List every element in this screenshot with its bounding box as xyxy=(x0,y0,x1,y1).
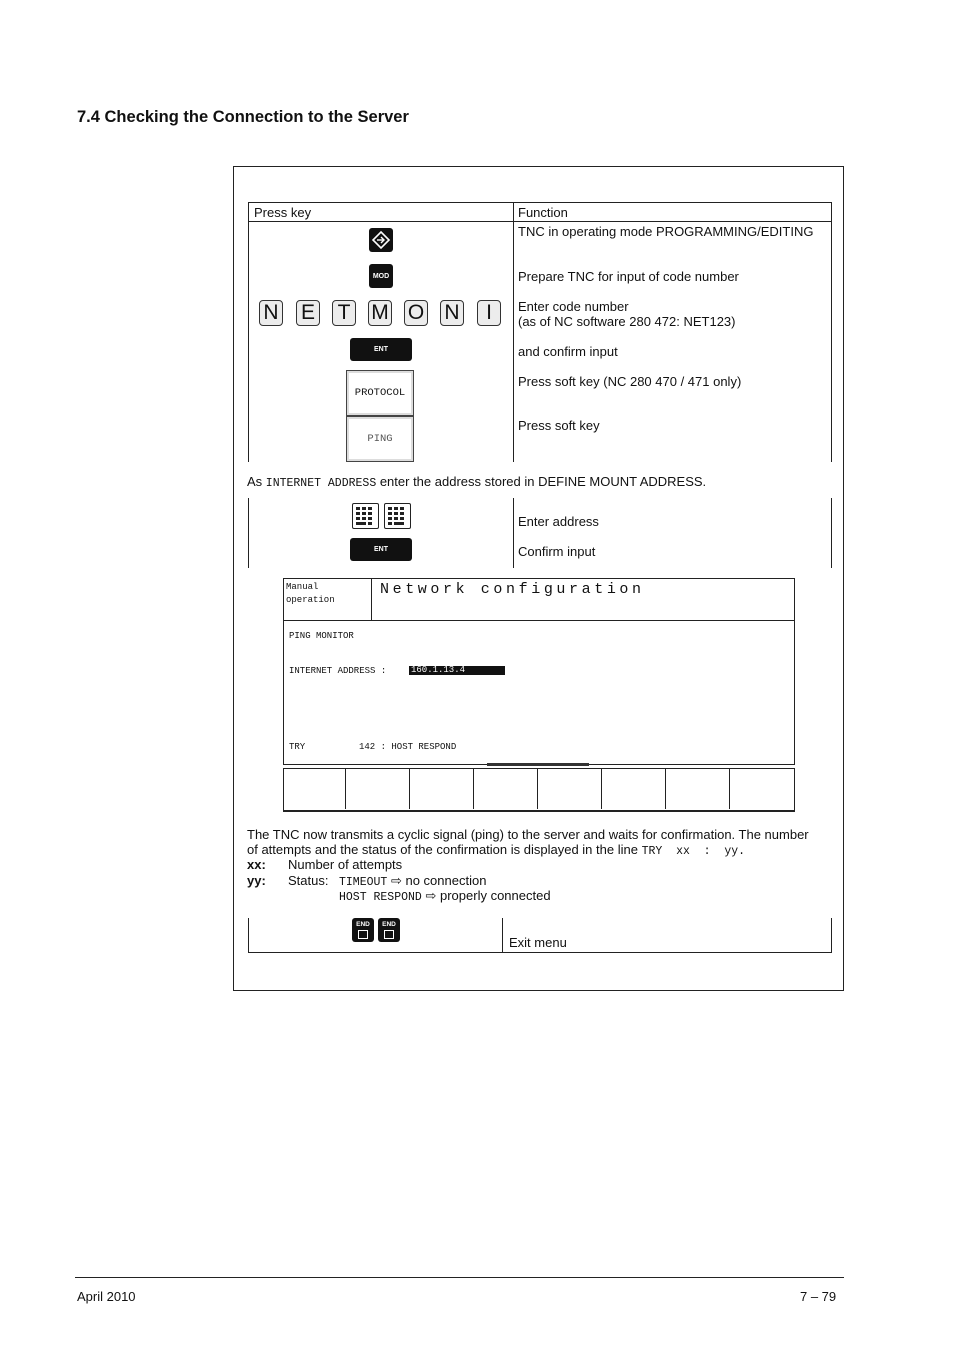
letter-key-o: O xyxy=(404,300,428,326)
table-top-border xyxy=(248,202,832,203)
section-title: 7.4 Checking the Connection to the Server xyxy=(77,108,409,126)
function-confirm-input: and confirm input xyxy=(518,344,618,359)
screen-try-label: TRY xyxy=(289,742,306,752)
function-programming-mode: TNC in operating mode PROGRAMMING/EDITING xyxy=(518,224,814,239)
function-press-protocol: Press soft key (NC 280 470 / 471 only) xyxy=(518,374,742,389)
table3-left-border xyxy=(248,918,249,952)
function-confirm-address: Confirm input xyxy=(518,544,596,559)
yy-term: yy: xyxy=(247,873,266,888)
screen-scroll-indicator xyxy=(487,763,589,766)
screen-mode-divider xyxy=(371,578,372,620)
numeric-keypad-icon-2 xyxy=(384,503,411,529)
footer-page-number: 7 – 79 xyxy=(800,1289,837,1304)
screen-mode-line2: operation xyxy=(286,595,335,605)
function-prepare-code: Prepare TNC for input of code number xyxy=(518,269,739,284)
status-timeout: TIMEOUT ⇨ no connection xyxy=(339,873,487,889)
table-column-divider xyxy=(513,202,514,462)
footer-rule xyxy=(75,1277,844,1278)
xx-term: xx: xyxy=(247,857,266,872)
header-press-key: Press key xyxy=(254,205,312,220)
softkey-slot-4 xyxy=(474,769,538,809)
letter-key-i: I xyxy=(477,300,501,326)
screen-address-label: INTERNET ADDRESS : xyxy=(289,666,387,676)
screen-address-value: 160.1.13.4 xyxy=(409,666,505,675)
letter-key-m: M xyxy=(368,300,392,326)
numeric-keypad-icon xyxy=(352,503,379,529)
table2-right-border xyxy=(831,498,832,568)
header-function: Function xyxy=(518,205,568,220)
table-header-border xyxy=(248,221,832,222)
status-host-respond: HOST RESPOND ⇨ properly connected xyxy=(339,888,551,904)
footer-date: April 2010 xyxy=(77,1289,136,1304)
xx-description: Number of attempts xyxy=(288,857,403,872)
function-exit-menu: Exit menu xyxy=(509,935,567,950)
end-key-2: END xyxy=(378,918,400,942)
end-square-icon xyxy=(358,930,368,939)
function-press-ping: Press soft key xyxy=(518,418,600,433)
table3-bottom-border xyxy=(248,952,832,953)
mod-key: MOD xyxy=(369,264,393,288)
table-left-border xyxy=(248,202,249,462)
letter-key-n2: N xyxy=(440,300,464,326)
letter-key-e: E xyxy=(296,300,320,326)
arrow-right-icon: ⇨ xyxy=(390,873,402,888)
softkey-slot-2 xyxy=(346,769,410,809)
ent-key: ENT xyxy=(350,338,412,361)
programming-mode-key xyxy=(369,228,393,252)
function-enter-code-note: (as of NC software 280 472: NET123) xyxy=(518,314,736,329)
ent-key-2: ENT xyxy=(350,538,412,561)
arrow-right-icon-2: ⇨ xyxy=(425,888,437,903)
softkey-slot-6 xyxy=(602,769,666,809)
ping-softkey: PING xyxy=(346,416,414,462)
protocol-softkey: PROTOCOL xyxy=(346,370,414,416)
table2-left-border xyxy=(248,498,249,568)
screen-ping-monitor: PING MONITOR xyxy=(289,631,354,641)
table-right-border xyxy=(831,202,832,462)
table3-column-divider xyxy=(502,918,503,952)
yy-status-label: Status: xyxy=(288,873,329,888)
softkey-slot-7 xyxy=(666,769,730,809)
softkey-slot-5 xyxy=(538,769,602,809)
softkey-slot-1 xyxy=(283,769,346,809)
table3-right-border xyxy=(831,918,832,952)
screen-header-divider xyxy=(283,620,794,621)
screen-mode-line1: Manual xyxy=(286,582,319,592)
address-note: As INTERNET ADDRESS enter the address stored in DEFINE MOUNT ADDRESS. xyxy=(247,474,707,490)
screen-title: Network configuration xyxy=(380,581,645,598)
end-square-icon-2 xyxy=(384,930,394,939)
letter-key-t: T xyxy=(332,300,356,326)
end-key: END xyxy=(352,918,374,942)
description-line1: The TNC now transmits a cyclic signal (ping) to the server and waits for confirmation. The number xyxy=(247,827,809,842)
letter-key-n: N xyxy=(259,300,283,326)
table2-column-divider xyxy=(513,498,514,568)
programming-diamond-icon xyxy=(369,228,393,252)
function-enter-address: Enter address xyxy=(518,514,599,529)
function-enter-code: Enter code number xyxy=(518,299,629,314)
description-line2: of attempts and the status of the confirmation is displayed in the line TRY xx : yy. xyxy=(247,842,746,858)
screen-try-value: 142 : HOST RESPOND xyxy=(359,742,457,752)
softkey-slot-3 xyxy=(410,769,474,809)
